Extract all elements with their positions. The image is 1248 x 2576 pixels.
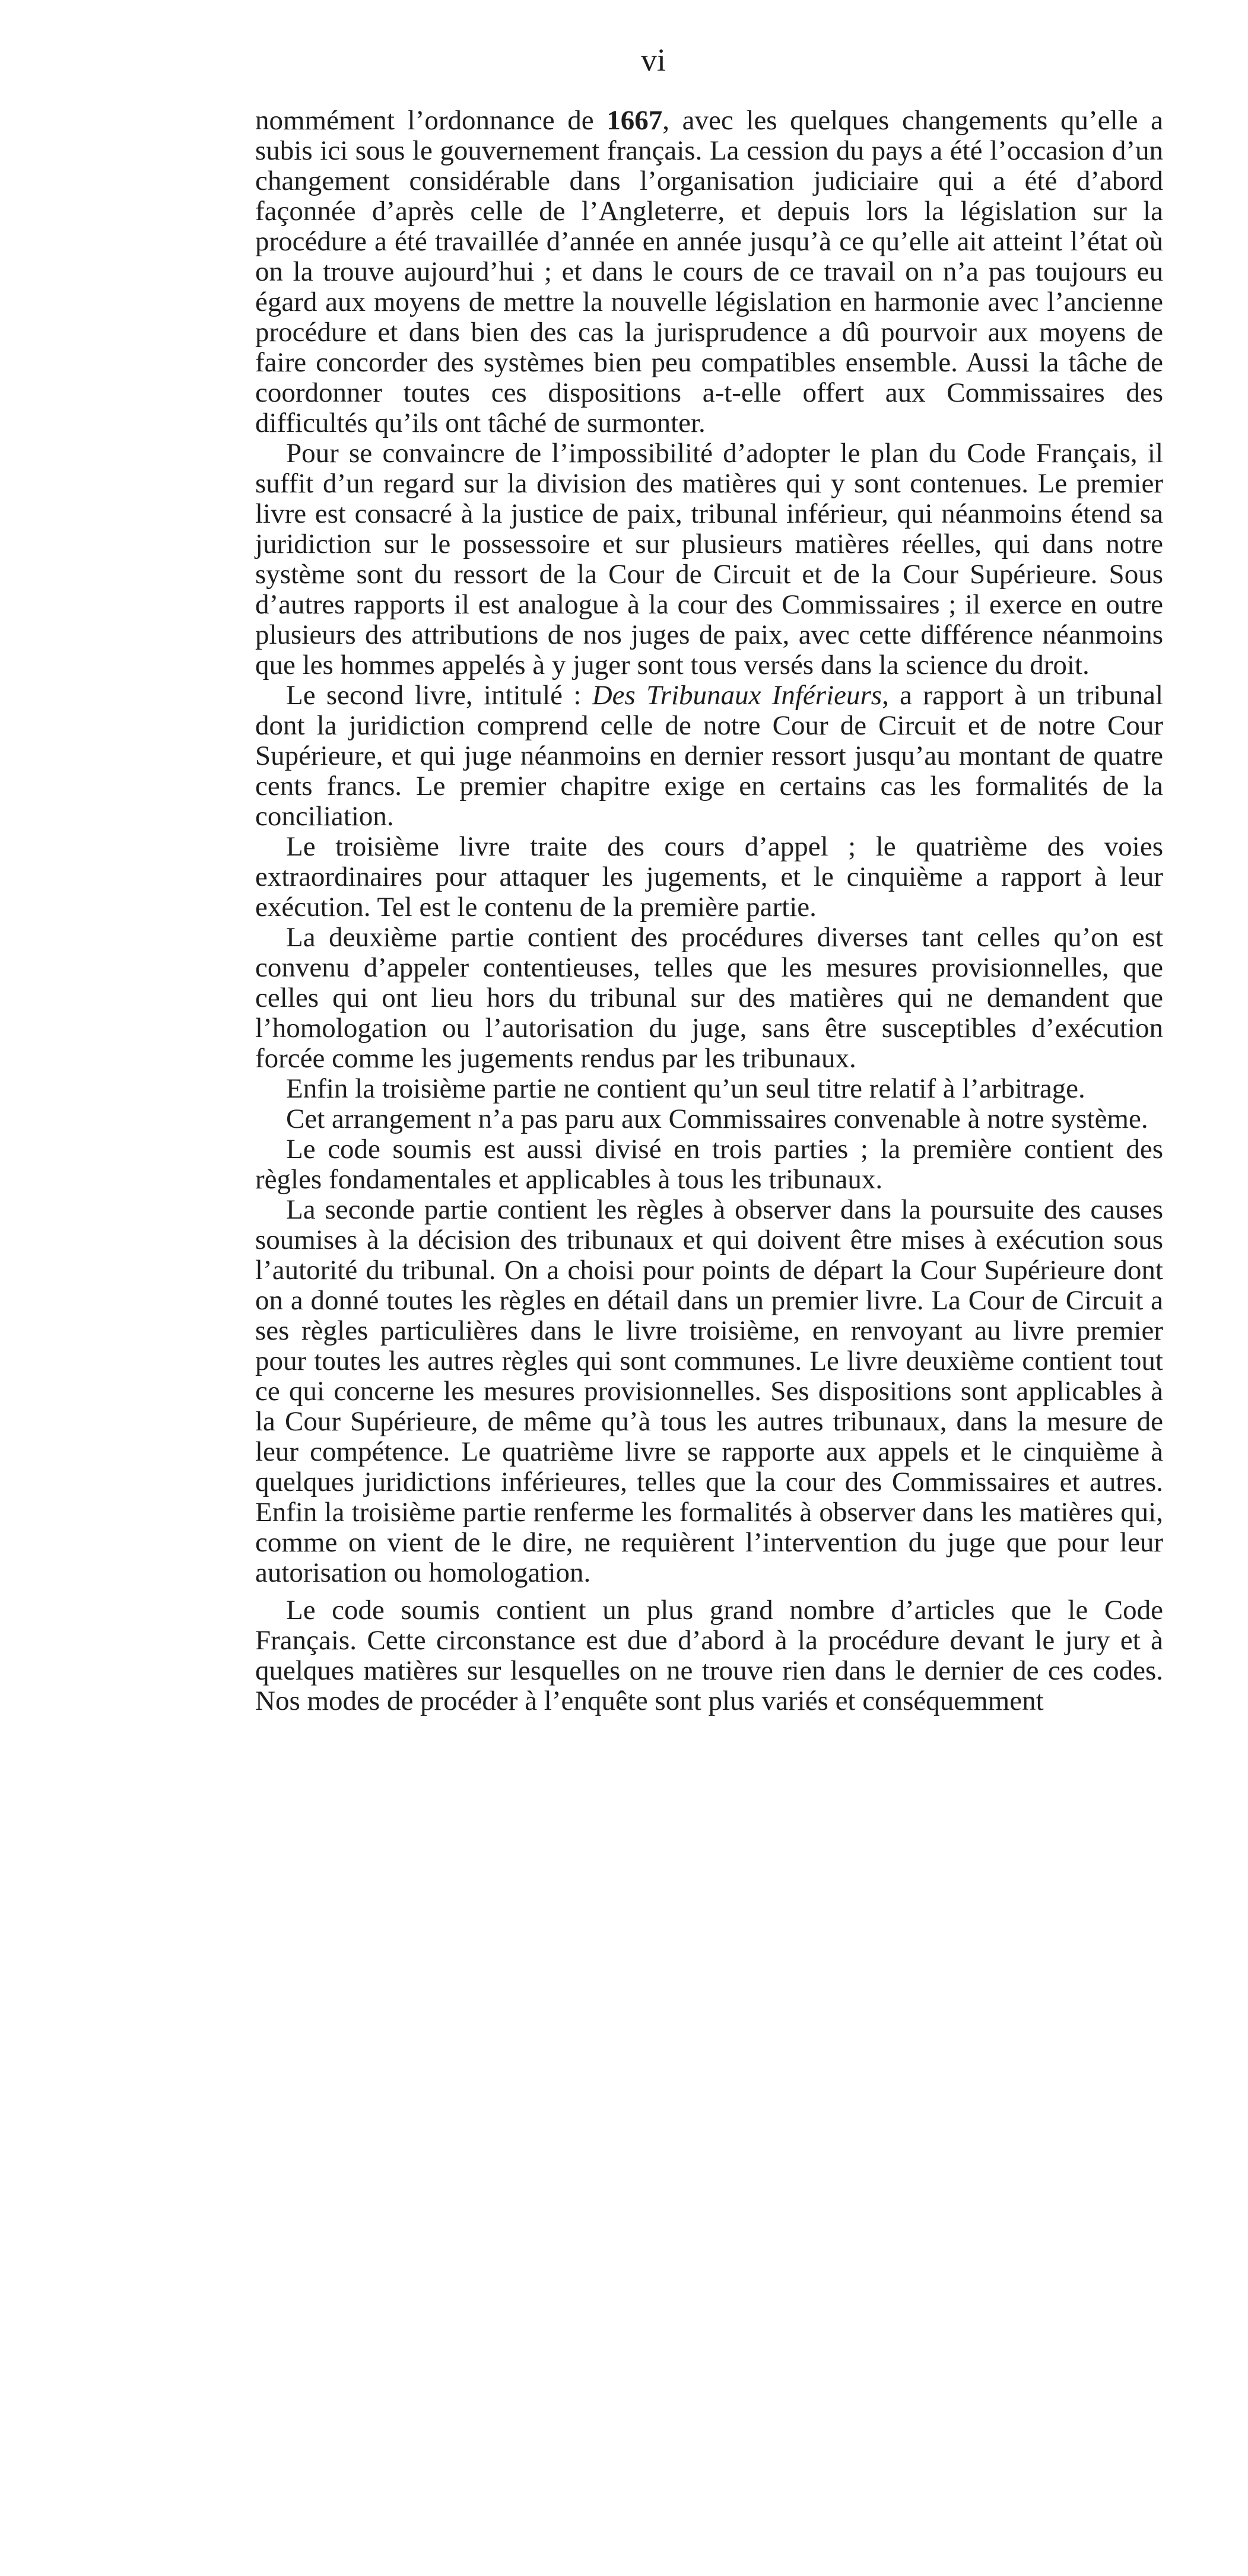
- book-title-italic: Des Tribunaux Inférieurs: [592, 680, 882, 711]
- paragraph-7: Cet arrangement n’a pas paru aux Commissaires convenable à notre système.: [286, 1103, 1148, 1134]
- paragraph-1: nommément l’ordonnance de 1667, avec les quelques changements qu’elle a subis ici sous le gouvernement français. La cession du pays a été l’occasion d’un changement considérable dans l’organisation judiciaire qui a été d’abord façonnée d’après celle de l’Angleterre, et depuis lors la législation sur la procédure a été travaillée d’année en année jusqu’à ce qu’elle ait atteint l’état où on la trouve aujourd’hui ; et dans le cours de ce travail on n’a pas toujours eu égard aux moyens de mettre la nouvelle législation en harmonie avec l’ancienne procédure et dans bien des cas la jurisprudence a dû pourvoir aux moyens de faire concorder des systèmes bien peu compatibles ensemble. Aussi la tâche de coordonner toutes ces dispositions a-t-elle offert aux Commissaires des difficultés qu’ils ont tâché de surmonter.: [255, 105, 1163, 438]
- paragraph-8: Le code soumis est aussi divisé en trois parties ; la première contient des règles fondamentales et applicables à tous les tribunaux.: [255, 1134, 1163, 1195]
- paragraph-3: [255, 680, 1163, 832]
- paragraph-3-lead: Le second livre, intitulé :: [286, 680, 592, 711]
- year-ordinance: 1667: [606, 105, 663, 136]
- paragraph-2: Pour se convaincre de l’impossibilité d’adopter le plan du Code Français, il suffit d’un regard sur la division des matières qui y sont contenues. Le premier livre est consacré à la justice de paix, tribunal inférieur, qui néanmoins étend sa juridiction sur le possessoire et sur plusieurs matières réelles, qui dans notre système sont du ressort de la Cour de Circuit et de la Cour Supérieure. Sous d’autres rapports il est analogue à la cour des Commissaires ; il exerce en outre plusieurs des attributions de nos juges de paix, avec cette différence néanmoins que les hommes appelés à y juger sont tous versés dans la science du droit.: [255, 438, 1163, 680]
- body-text: [255, 106, 1163, 1716]
- paragraph-4: Le troisième livre traite des cours d’appel ; le quatrième des voies extraordinaires pour attaquer les jugements, et le cinquième a rapport à leur exécution. Tel est le contenu de la première partie.: [255, 831, 1163, 923]
- paragraph-5: La deuxième partie contient des procédures diverses tant celles qu’on est convenu d’appeler contentieuses, telles que les mesures provisionnelles, que celles qui ont lieu hors du tribunal sur des matières qui ne demandent que l’homologation ou l’autorisation du juge, sans être susceptibles d’exécution forcée comme les jugements rendus par les tribunaux.: [255, 922, 1163, 1074]
- paragraph-10: Le code soumis contient un plus grand nombre d’articles que le Code Français. Cette circonstance est due d’abord à la procédure devant le jury et à quelques matières sur lesquelles on ne trouve rien dans le dernier de ces codes. Nos modes de procéder à l’enquête sont plus variés et conséquemment: [255, 1595, 1163, 1716]
- paragraph-9: La seconde partie contient les règles à observer dans la poursuite des causes soumises à la décision des tribunaux et qui doivent être mises à exécution sous l’autorité du tribunal. On a choisi pour points de départ la Cour Supérieure dont on a donné toutes les règles en détail dans un premier livre. La Cour de Circuit a ses règles particulières dans le livre troisième, en renvoyant au livre premier pour toutes les autres règles qui sont communes. Le livre deuxième contient tout ce qui concerne les mesures provisionnelles. Ses dispositions sont applicables à la Cour Supérieure, de même qu’à tous les autres tribunaux, dans la mesure de leur compétence. Le quatrième livre se rapporte aux appels et le cinquième à quelques juridictions inférieures, telles que la cour des Commissaires et autres. Enfin la troisième partie renferme les formalités à observer dans les matières qui, comme on vient de le dire, ne requièrent l’intervention du juge que pour leur autorisation ou homologation.: [255, 1194, 1163, 1588]
- page-number: vi: [641, 42, 666, 78]
- paragraph-3-rest: , a rapport à un tribunal dont la juridiction comprend celle de notre Cour de Circuit et de notre Cour Supérieure, et qui juge néanmoins en dernier ressort jusqu’au montant de quatre cents francs. Le premier chapitre exige en certains cas les formalités de la conciliation.: [255, 680, 1164, 832]
- paragraph-6: Enfin la troisième partie ne contient qu’un seul titre relatif à l’arbitrage.: [286, 1073, 1085, 1104]
